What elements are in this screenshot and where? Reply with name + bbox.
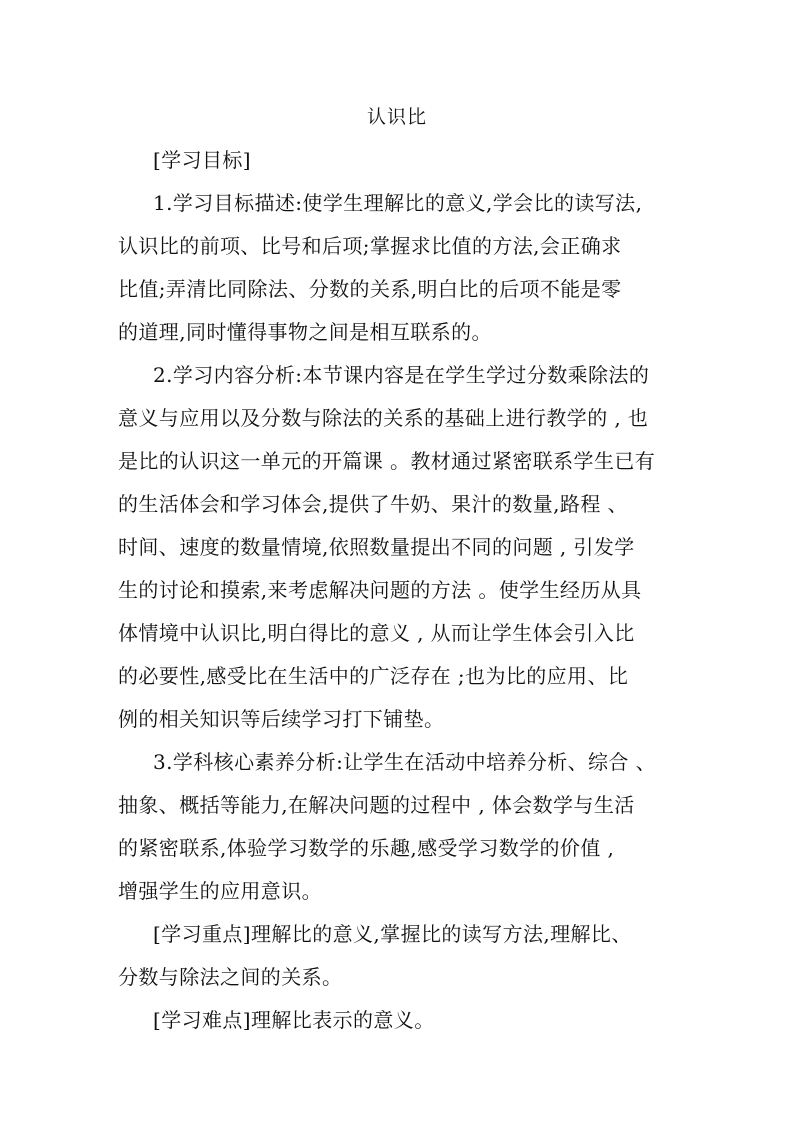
document-title: 认识比 bbox=[366, 106, 427, 128]
paragraph-line: 的道理,同时懂得事物之间是相互联系的。 bbox=[118, 320, 492, 344]
paragraph-line: 1.学习目标描述:使学生理解比的意义,学会比的读写法, bbox=[153, 191, 643, 215]
paragraph-line: 3.学科核心素养分析:让学生在活动中培养分析、综合 、 bbox=[153, 750, 656, 774]
paragraph-line: 体情境中认识比,明白得比的意义 , 从而让学生体会引入比 bbox=[118, 621, 635, 645]
paragraph-line: 生的讨论和摸索,来考虑解决问题的方法 。使学生经历从具 bbox=[118, 578, 642, 602]
paragraph-line: 意义与应用以及分数与除法的关系的基础上进行教学的 , 也 bbox=[118, 406, 649, 430]
paragraph-line: [学习重点]理解比的意义,掌握比的读写方法,理解比、 bbox=[153, 922, 632, 946]
paragraph-line: 分数与除法之间的关系。 bbox=[118, 965, 343, 989]
paragraph-line: 比值;弄清比同除法、分数的关系,明白比的后项不能是零 bbox=[118, 277, 622, 301]
paragraph-line: 认识比的前项、比号和后项;掌握求比值的方法,会正确求 bbox=[118, 234, 622, 258]
paragraph-line: 2.学习内容分析:本节课内容是在学生学过分数乘除法的 bbox=[153, 363, 650, 387]
paragraph-line: 例的相关知识等后续学习打下铺垫。 bbox=[118, 707, 445, 731]
heading-learning-goals: [学习目标] bbox=[153, 148, 252, 172]
paragraph-line: 增强学生的应用意识。 bbox=[118, 879, 322, 903]
paragraph-line: 的生活体会和学习体会,提供了牛奶、果汁的数量,路程 、 bbox=[118, 492, 628, 516]
paragraph-line: [学习难点]理解比表示的意义。 bbox=[153, 1008, 435, 1032]
paragraph-line: 抽象、概括等能力,在解决问题的过程中 , 体会数学与生活 bbox=[118, 793, 635, 817]
paragraph-line: 是比的认识这一单元的开篇课 。教材通过紧密联系学生已有 bbox=[118, 449, 656, 473]
paragraph-line: 时间、速度的数量情境,依照数量提出不同的问题 , 引发学 bbox=[118, 535, 635, 559]
paragraph-line: 的紧密联系,体验学习数学的乐趣,感受学习数学的价值 , bbox=[118, 836, 615, 860]
paragraph-line: 的必要性,感受比在生活中的广泛存在 ;也为比的应用、比 bbox=[118, 664, 629, 688]
